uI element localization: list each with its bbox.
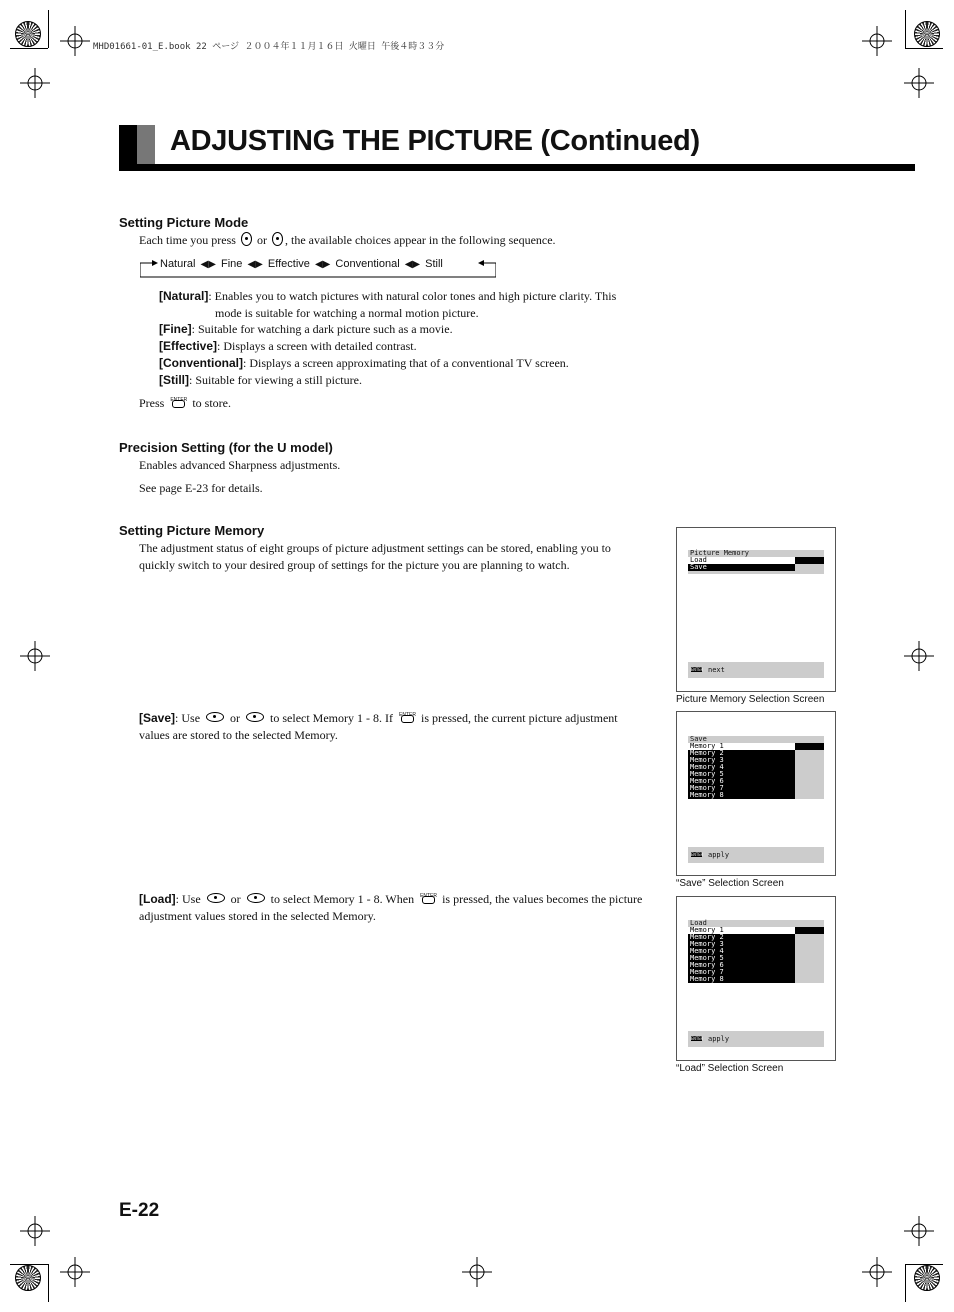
- bidirectional-arrow-icon: ◀▶: [404, 259, 421, 270]
- memory-line2: quickly switch to your desired group of settings for the picture you are planning to watch.: [139, 558, 570, 572]
- bidirectional-arrow-icon: ◀▶: [247, 259, 263, 270]
- registration-crosshair-icon: [862, 26, 892, 56]
- registration-crosshair-icon: [904, 641, 934, 671]
- save-description-line2: values are stored to the selected Memory.: [139, 728, 338, 742]
- osd-menu-item: Load: [688, 557, 824, 564]
- save-selection-screen: [676, 711, 836, 876]
- osd-menu: [688, 736, 824, 799]
- caption-save-screen: “Save” Selection Screen: [676, 878, 784, 889]
- caption-load-screen: “Load” Selection Screen: [676, 1063, 784, 1074]
- osd-menu-item: Memory 1: [688, 743, 824, 750]
- enter-key-icon: ENTER: [691, 667, 704, 672]
- enter-button-icon: ENTER: [399, 710, 415, 724]
- page-title: ADJUSTING THE PICTURE (Continued): [170, 125, 700, 157]
- osd-menu-item: Memory 7: [688, 969, 824, 976]
- osd-menu-item: Memory 5: [688, 955, 824, 962]
- mode-item: [Still]: Suitable for viewing a still picture.: [159, 373, 362, 387]
- osd-menu-item: Memory 6: [688, 962, 824, 969]
- registration-crosshair-icon: [862, 1257, 892, 1287]
- registration-crosshair-icon: [20, 1216, 50, 1246]
- osd-menu-item: Memory 4: [688, 764, 824, 771]
- osd-menu-item: Memory 8: [688, 792, 824, 799]
- sequence-item: Fine: [220, 258, 243, 270]
- bidirectional-arrow-icon: ◀▶: [314, 259, 331, 270]
- enter-button-icon: ENTER: [420, 891, 436, 905]
- sequence-item: Conventional: [335, 258, 400, 270]
- osd-menu-item: Memory 2: [688, 750, 824, 757]
- osd-footer: ENTER apply: [688, 847, 824, 863]
- registration-starburst-icon: [914, 1265, 940, 1291]
- osd-menu-item: Memory 3: [688, 941, 824, 948]
- picture-memory-selection-screen: [676, 527, 836, 692]
- osd-menu-title: Save: [690, 735, 707, 743]
- load-description-line2: adjustment values stored in the selected Memory.: [139, 909, 376, 923]
- registration-starburst-icon: [15, 21, 41, 47]
- caption-selection-screen: Picture Memory Selection Screen: [676, 694, 825, 705]
- sequence-item: Natural: [160, 258, 196, 270]
- osd-menu-title: Load: [690, 919, 707, 927]
- osd-menu-item: Memory 4: [688, 948, 824, 955]
- sequence-item: Still: [425, 258, 443, 270]
- osd-menu-item: Memory 2: [688, 934, 824, 941]
- mode-item-continuation: mode is suitable for watching a normal motion picture.: [215, 306, 479, 320]
- registration-starburst-icon: [914, 21, 940, 47]
- mode-item: [Conventional]: Displays a screen approximating that of a conventional TV screen.: [159, 356, 569, 370]
- osd-menu-item: Memory 3: [688, 757, 824, 764]
- enter-key-icon: ENTER: [691, 852, 704, 857]
- osd-menu-item: Memory 6: [688, 778, 824, 785]
- osd-menu: [688, 920, 824, 983]
- registration-crosshair-icon: [904, 68, 934, 98]
- registration-crosshair-icon: [60, 1257, 90, 1287]
- file-header-meta: MHD01661-01_E.book 22 ページ ２００４年１１月１６日 火曜日 午後４時３３分: [93, 42, 445, 52]
- memory-line1: The adjustment status of eight groups of picture adjustment settings can be stored, enabling you to: [139, 541, 611, 555]
- heading-picture-memory: Setting Picture Memory: [119, 523, 265, 538]
- store-instruction: Press ENTER to store.: [139, 396, 232, 410]
- osd-menu-item: Memory 7: [688, 785, 824, 792]
- registration-crosshair-icon: [20, 68, 50, 98]
- bidirectional-arrow-icon: ◀▶: [200, 259, 216, 270]
- mode-item: [Natural]: Enables you to watch pictures with natural color tones and high picture clarity. This: [159, 289, 617, 303]
- load-description: [Load]: Use or to select Memory 1 - 8. When ENTER is pressed, the values becomes the picture: [139, 892, 643, 906]
- picture-mode-sequence: [160, 258, 443, 270]
- osd-menu-item: Memory 1: [688, 927, 824, 934]
- osd-menu-title: Picture Memory: [690, 549, 750, 557]
- enter-button-icon: ENTER: [170, 395, 186, 409]
- osd-menu-item: Memory 5: [688, 771, 824, 778]
- registration-crosshair-icon: [20, 641, 50, 671]
- registration-crosshair-icon: [60, 26, 90, 56]
- osd-menu-item: Save: [688, 564, 824, 571]
- down-button-icon: [246, 712, 264, 722]
- mode-item: [Effective]: Displays a screen with detailed contrast.: [159, 339, 417, 353]
- registration-starburst-icon: [15, 1265, 41, 1291]
- load-selection-screen: [676, 896, 836, 1061]
- enter-key-icon: ENTER: [691, 1036, 704, 1041]
- mode-item: [Fine]: Suitable for watching a dark picture such as a movie.: [159, 322, 453, 336]
- heading-picture-mode: Setting Picture Mode: [119, 215, 249, 230]
- precision-line1: Enables advanced Sharpness adjustments.: [139, 458, 341, 472]
- picture-mode-intro: Each time you press or , the available choices appear in the following sequence.: [139, 233, 556, 247]
- down-button-icon: [247, 893, 265, 903]
- registration-crosshair-icon: [462, 1257, 492, 1287]
- up-button-icon: [206, 712, 224, 722]
- registration-crosshair-icon: [904, 1216, 934, 1246]
- osd-menu: [688, 550, 824, 574]
- osd-footer: ENTER next: [688, 662, 824, 678]
- osd-menu-item: Memory 8: [688, 976, 824, 983]
- precision-line2: See page E-23 for details.: [139, 481, 263, 495]
- up-button-icon: [241, 232, 252, 246]
- up-button-icon: [207, 893, 225, 903]
- sequence-item: Effective: [267, 258, 310, 270]
- heading-precision: Precision Setting (for the U model): [119, 440, 333, 455]
- page-number: E-22: [119, 1200, 160, 1221]
- osd-footer: ENTER apply: [688, 1031, 824, 1047]
- down-button-icon: [272, 232, 283, 246]
- save-description: [Save]: Use or to select Memory 1 - 8. If ENTER is pressed, the current picture adjustment: [139, 711, 618, 725]
